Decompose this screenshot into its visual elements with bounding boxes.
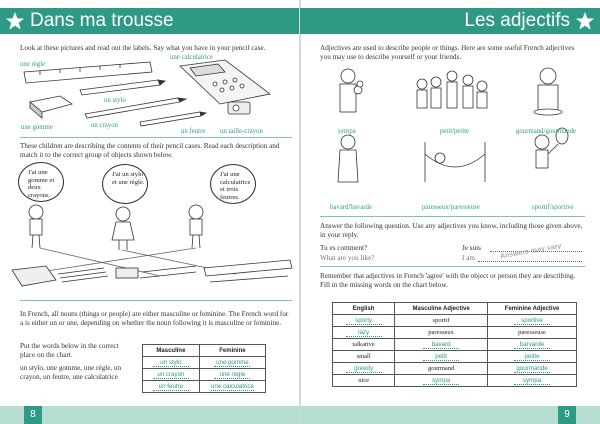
match-instructions: These children are describing the contents of their pencil cases. Read each description and match it to the correct group of objects shown below. <box>20 142 280 159</box>
question-french: Tu es comment? <box>320 244 368 252</box>
left-page-title: Dans ma trousse <box>30 10 174 31</box>
phone-girl-icon <box>338 135 358 182</box>
adjective-label: bavard/bavarde <box>330 204 372 211</box>
table-cell <box>488 363 577 375</box>
answer-cell[interactable]: sympa <box>514 377 550 385</box>
adjective-label: petit/petite <box>440 128 470 135</box>
label-feutre: un feutre <box>181 128 206 135</box>
speech-bubble-2: J'ai un stylo et une règle. <box>102 164 148 204</box>
table-cell <box>488 315 577 327</box>
table-row <box>333 327 577 339</box>
eraser-icon <box>30 96 72 118</box>
pencil-icon <box>85 98 186 118</box>
adjective-label: sportif/sportive <box>532 204 574 211</box>
answer-cell[interactable]: sympa <box>423 377 459 385</box>
reply-english: I am <box>462 254 475 262</box>
label-calculatrice: une calculatrice <box>170 54 213 61</box>
pen-icon <box>210 276 288 282</box>
answer-cell[interactable]: un crayon <box>153 371 189 379</box>
star-icon <box>5 11 25 31</box>
hammock-icon <box>425 142 485 182</box>
label-regle: une règle <box>20 61 46 68</box>
column-header: English <box>333 303 395 315</box>
adjective-agreement-chart <box>332 302 577 387</box>
answer-cell[interactable]: gourmande <box>514 365 550 373</box>
table-row <box>333 315 577 327</box>
pencil-icon <box>140 266 196 278</box>
given-word: sportif <box>432 317 450 324</box>
speech-bubble-1: J'ai une gomme et deux crayons. <box>18 162 64 202</box>
boy-icon <box>189 205 203 248</box>
answer-cell[interactable]: sporty <box>346 317 382 325</box>
adjectives-intro: Adjectives are used to describe people or things. Here are some useful French adjectives you may use to describe yourself or your friends. <box>320 44 575 61</box>
table-row <box>143 369 266 381</box>
calculator-icon <box>180 60 270 104</box>
boy-icon <box>29 205 43 248</box>
table-cell <box>488 375 577 387</box>
table-cell <box>488 327 577 339</box>
column-header: Feminine Adjective <box>488 303 577 315</box>
answer-cell[interactable]: petite <box>514 353 550 361</box>
table-row <box>333 339 577 351</box>
sharpener-icon <box>228 102 250 114</box>
put-words-instruction: Put the words below in the correct place on the chart. <box>20 342 119 359</box>
children-matching-illustration <box>0 200 300 300</box>
pen-icon <box>80 80 165 95</box>
table-cell <box>333 315 395 327</box>
adjective-label: sympa <box>338 128 356 135</box>
word-list: un stylo, une gomme, une règle, un crayon, un feutre, une calculatrice <box>20 364 122 381</box>
table-cell <box>395 351 488 363</box>
answer-cell[interactable]: un feutre <box>153 383 189 391</box>
eating-girl-icon <box>534 68 562 115</box>
reply-french: Je suis <box>462 244 481 252</box>
table-cell <box>333 339 395 351</box>
page-number: 9 <box>558 406 576 424</box>
answer-cell[interactable]: lazy <box>346 329 382 337</box>
answer-cell[interactable]: une règle <box>214 371 250 379</box>
footer-bar <box>0 406 300 424</box>
divider <box>320 266 585 267</box>
table-row <box>143 357 266 369</box>
label-stylo: un stylo <box>104 97 126 104</box>
label-taille-crayon: un taille-crayon <box>220 128 263 135</box>
calculator-icon <box>12 266 56 286</box>
answer-cell[interactable]: une calculatrice <box>210 382 254 390</box>
table-cell <box>395 375 488 387</box>
felt-tip-icon <box>140 112 206 126</box>
family-icon <box>417 71 487 108</box>
divider <box>20 137 292 138</box>
label-crayon: un crayon <box>91 122 118 129</box>
eraser-icon <box>116 268 138 278</box>
table-cell <box>395 339 488 351</box>
answer-cell[interactable]: sportive <box>514 317 550 325</box>
agreement-instruction: Remember that adjectives in French 'agree' with the object or person they are describing. Fill in the missing words on the chart below. <box>320 272 576 289</box>
answer-cell[interactable]: bavard <box>423 341 459 349</box>
label-gomme: une gomme <box>21 124 53 131</box>
flowers-person-icon <box>340 69 363 112</box>
answer-cell[interactable]: un stylo <box>153 359 189 367</box>
column-header: Feminine <box>199 345 265 357</box>
adjective-label: gourmand/gourmande <box>516 128 577 135</box>
footer-bar <box>300 406 600 424</box>
given-word: paresseuse <box>518 329 546 336</box>
table-row <box>143 381 266 393</box>
table-cell <box>395 327 488 339</box>
table-row <box>333 351 577 363</box>
answer-cell[interactable]: greedy <box>346 365 382 373</box>
felt-tip-icon <box>58 268 108 282</box>
table-cell <box>333 327 395 339</box>
given-word: small <box>356 353 371 360</box>
gender-explanation: In French, all nouns (things or people) are either masculine or feminine. The French word for a is either un or une, depending on whether the noun following it is masculine or feminine. <box>20 310 289 327</box>
intro-text: Look at these pictures and read out the labels. Say what you have in your pencil case. <box>20 44 266 52</box>
table-cell <box>395 315 488 327</box>
right-page-header <box>300 8 600 34</box>
answer-line[interactable] <box>478 261 582 262</box>
divider <box>20 300 292 301</box>
answer-cell[interactable]: petit <box>423 353 459 361</box>
adjective-label: paresseux/paresseuse <box>422 204 480 211</box>
answers-may-vary-stamp: Answers may vary <box>499 242 563 261</box>
table-cell <box>333 351 395 363</box>
table-cell <box>395 363 488 375</box>
question-english: What are you like? <box>320 254 375 262</box>
given-word: talkative <box>352 341 375 348</box>
table-row <box>333 375 577 387</box>
table-cell <box>488 351 577 363</box>
right-page-title: Les adjectifs <box>464 10 570 31</box>
table-cell <box>333 375 395 387</box>
table-cell <box>488 339 577 351</box>
column-header: Masculine <box>143 345 200 357</box>
left-page-header <box>0 8 300 34</box>
page-number: 8 <box>24 406 42 424</box>
column-header: Masculine Adjective <box>395 303 488 315</box>
right-page <box>300 0 600 424</box>
divider <box>320 216 585 217</box>
given-word: gourmand <box>427 365 455 372</box>
speech-bubble-3: J'ai une calculatrice et trois feutres. <box>210 164 256 204</box>
question-instruction: Answer the following question. Use any adjectives you know, including those given above, in your reply. <box>320 222 583 239</box>
star-icon <box>575 11 595 31</box>
ruler-icon <box>204 260 292 276</box>
given-word: nice <box>358 377 370 384</box>
gender-chart <box>142 344 266 393</box>
table-row <box>333 363 577 375</box>
answer-cell[interactable]: barvarde <box>514 341 550 349</box>
table-cell <box>333 363 395 375</box>
answer-cell[interactable]: une gomme <box>216 358 249 366</box>
given-word: paresseux <box>428 329 454 336</box>
girl-icon <box>112 207 134 250</box>
